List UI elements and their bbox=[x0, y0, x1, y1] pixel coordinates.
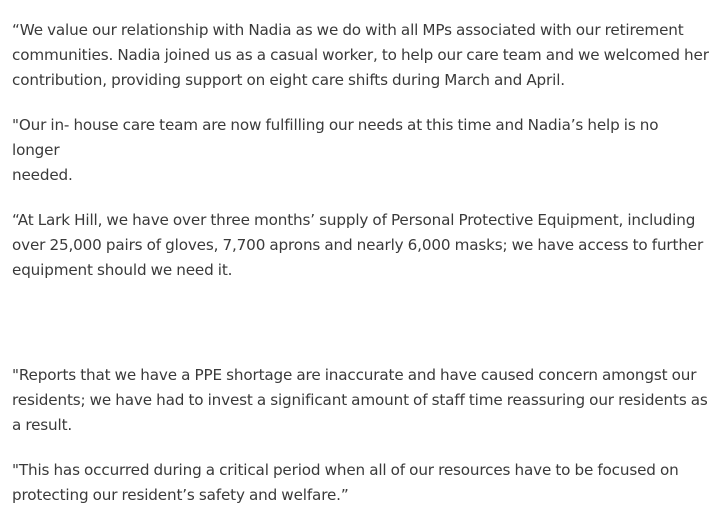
text-line: contribution, providing support on eight care shifts during March and April. bbox=[12, 71, 565, 89]
quote-paragraph-care-team bbox=[12, 113, 702, 188]
text-line: longer bbox=[12, 141, 60, 159]
text-line: “At Lark Hill, we have over three months’ supply of Personal Protective Equipment, including bbox=[12, 211, 696, 229]
text-line: over 25,000 pairs of gloves, 7,700 aprons and nearly 6,000 masks; we have access to further bbox=[12, 236, 704, 254]
quote-paragraph-ppe-reports bbox=[12, 363, 708, 438]
text-line: communities. Nadia joined us as a casual worker, to help our care team and we welcomed her bbox=[12, 46, 709, 64]
quote-paragraph-critical-period bbox=[12, 458, 702, 508]
text-line: a result. bbox=[12, 416, 73, 434]
article-body bbox=[12, 18, 709, 508]
text-line: "Our in- house care team are now fulfilling our needs at this time and Nadia’s help is no bbox=[12, 116, 659, 134]
text-line: “We value our relationship with Nadia as we do with all MPs associated with our retirement bbox=[12, 21, 684, 39]
text-line: residents; we have had to invest a significant amount of staff time reassuring our residents as bbox=[12, 391, 708, 409]
quote-paragraph-relationship bbox=[12, 18, 709, 93]
text-line: needed. bbox=[12, 166, 73, 184]
quote-paragraph-ppe-supply bbox=[12, 208, 702, 283]
text-line: "Reports that we have a PPE shortage are inaccurate and have caused concern amongst our bbox=[12, 366, 697, 384]
text-line: "This has occurred during a critical period when all of our resources have to be focused on bbox=[12, 461, 679, 479]
text-line: equipment should we need it. bbox=[12, 261, 233, 279]
text-line: protecting our resident’s safety and welfare.” bbox=[12, 486, 349, 504]
